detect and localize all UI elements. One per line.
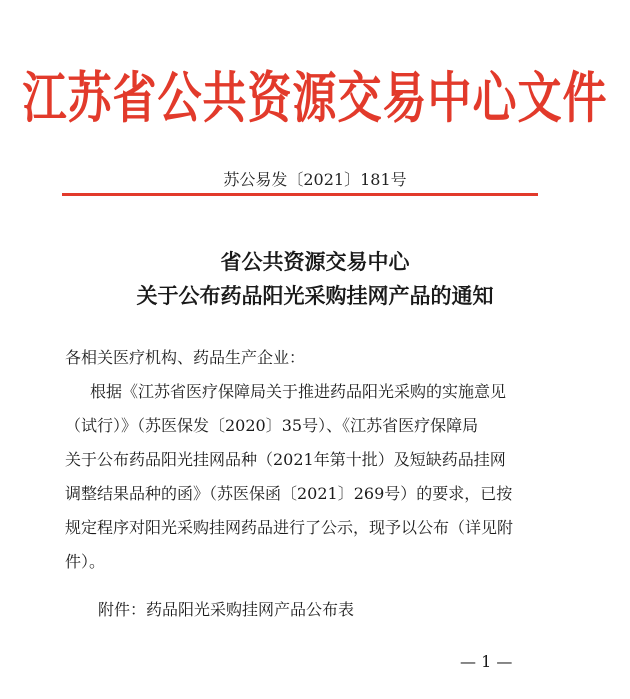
header-red-rule (62, 193, 538, 196)
body-line-6: 件）。 (65, 552, 106, 571)
salutation: 各相关医疗机构、药品生产企业： (65, 348, 306, 367)
notice-title-line-1: 省公共资源交易中心 (220, 250, 410, 274)
body-line-2: （试行）》（苏医保发〔2020〕35号）、《江苏省医疗保障局 (65, 416, 479, 435)
issuer-header-title: 江苏省公共资源交易中心文件 (22, 67, 608, 131)
body-line-3: 关于公布药品阳光挂网品种（2021年第十批）及短缺药品挂网 (65, 450, 506, 469)
body-line-1: 根据《江苏省医疗保障局关于推进药品阳光采购的实施意见 (90, 382, 507, 401)
notice-title-line-2: 关于公布药品阳光采购挂网产品的通知 (136, 284, 494, 308)
attachment-note: 附件：药品阳光采购挂网产品公布表 (98, 600, 355, 619)
document-number: 苏公易发〔2021〕181号 (223, 170, 407, 189)
body-line-4: 调整结果品种的函》（苏医保函〔2021〕269号）的要求，已按 (65, 484, 513, 503)
page-number: — 1 — (460, 652, 513, 671)
body-line-5: 规定程序对阳光采购挂网药品进行了公示，现予以公布（详见附 (65, 518, 514, 537)
